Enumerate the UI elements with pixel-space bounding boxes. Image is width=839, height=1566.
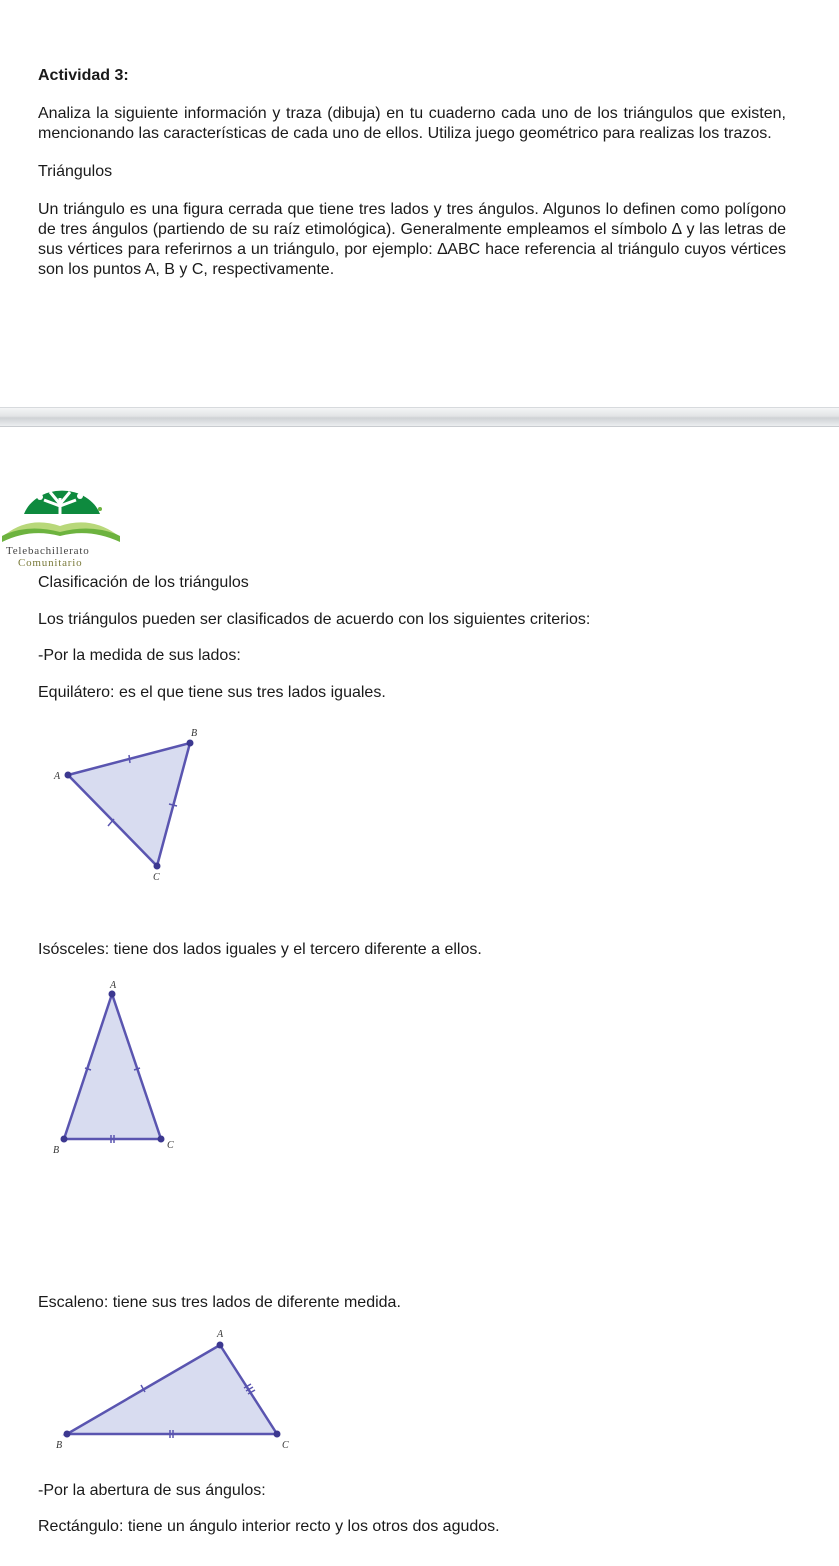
- vertex-point: [65, 772, 72, 779]
- activity-title: Actividad 3:: [38, 67, 129, 84]
- page-divider: [0, 407, 839, 427]
- equilateral-triangle-figure: [50, 724, 210, 884]
- vertex-point: [217, 1342, 224, 1349]
- isosceles-triangle-figure: [48, 978, 198, 1158]
- vertex-label: C: [153, 872, 160, 883]
- isosceles-definition: Isósceles: tiene dos lados iguales y el tercero diferente a ellos.: [38, 941, 482, 958]
- clasificacion-intro: Los triángulos pueden ser clasificados de acuerdo con los siguientes criterios:: [38, 611, 591, 628]
- vertex-point: [274, 1431, 281, 1438]
- section-heading-triangulos: Triángulos: [38, 163, 113, 180]
- equilatero-definition: Equilátero: es el que tiene sus tres lados iguales.: [38, 684, 386, 701]
- activity-instructions: Analiza la siguiente información y traza (dibuja) en tu cuaderno cada uno de los triángulos que existen, mencionando las características de cada uno de ellos. Utiliza juego geométrico para realizas los trazos.: [38, 105, 786, 142]
- vertex-label: B: [53, 1145, 60, 1156]
- vertex-point: [158, 1136, 165, 1143]
- criterion-by-sides: -Por la medida de sus lados:: [38, 647, 241, 664]
- vertex-point: [154, 863, 161, 870]
- vertex-point: [64, 1431, 71, 1438]
- criterion-by-angles: -Por la abertura de sus ángulos:: [38, 1482, 266, 1499]
- triangulos-definition: Un triángulo es una figura cerrada que tiene tres lados y tres ángulos. Algunos lo definen como polígono de tres ángulos (partiendo de su raíz etimológica). Generalmente empleamos el símbolo ∆ y las letras de sus vértices para referirnos a un triángulo, por ejemplo: ∆ABC hace referencia al triángulo cuyos vértices son los puntos A, B y C, respectivamente.: [38, 201, 786, 278]
- scalene-triangle-figure: [50, 1326, 310, 1456]
- vertex-label: C: [167, 1140, 174, 1151]
- vertex-label: A: [217, 1329, 224, 1340]
- logo-text-line1: Telebachillerato: [6, 545, 90, 557]
- section-heading-clasificacion: Clasificación de los triángulos: [38, 574, 249, 591]
- vertex-label: B: [191, 728, 198, 739]
- vertex-label: C: [282, 1440, 289, 1451]
- rectangulo-definition: Rectángulo: tiene un ángulo interior recto y los otros dos agudos.: [38, 1518, 500, 1535]
- vertex-label: A: [54, 771, 61, 782]
- isosceles-triangle: [64, 994, 161, 1139]
- vertex-label: A: [110, 980, 117, 991]
- tick-mark: [129, 755, 130, 763]
- vertex-label: B: [56, 1440, 63, 1451]
- vertex-point: [61, 1136, 68, 1143]
- vertex-point: [109, 991, 116, 998]
- vertex-point: [187, 740, 194, 747]
- scalene-triangle: [67, 1345, 277, 1434]
- escaleno-definition: Escaleno: tiene sus tres lados de diferente medida.: [38, 1294, 401, 1311]
- logo-text-line2: Comunitario: [18, 557, 83, 569]
